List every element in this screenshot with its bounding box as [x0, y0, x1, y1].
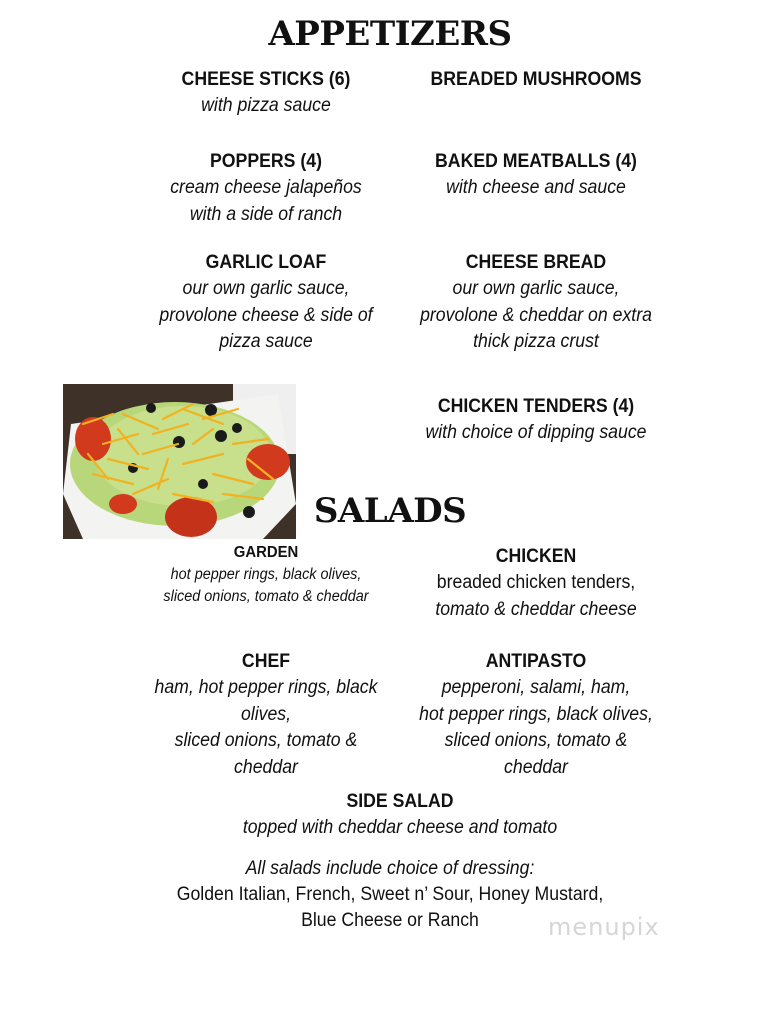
appetizers-heading: APPETIZERS: [268, 14, 512, 54]
item-desc: cheddar: [504, 756, 568, 778]
item-name: CHICKEN TENDERS (4): [437, 396, 635, 417]
item-name: BAKED MEATBALLS (4): [435, 151, 637, 172]
menu-item-breaded-mushrooms: [396, 66, 676, 93]
item-desc: topped with cheddar cheese and tomato: [242, 817, 558, 838]
item-desc: provolone cheese & side of: [159, 304, 373, 326]
item-desc: breaded chicken tenders,: [436, 572, 636, 593]
item-name: ANTIPASTO: [485, 651, 587, 672]
dressing-note-title: All salads include choice of dressing:: [245, 858, 535, 879]
item-name: CHICKEN: [495, 546, 577, 567]
menu-item-antipasto-salad: [396, 648, 676, 781]
item-name: GARLIC LOAF: [205, 252, 327, 273]
dressing-list-line: Golden Italian, French, Sweet n’ Sour, Honey Mustard,: [176, 884, 604, 905]
menu-item-baked-meatballs: [396, 148, 676, 202]
item-desc: with choice of dipping sauce: [425, 422, 647, 443]
menu-item-poppers: [136, 148, 396, 228]
watermark: menupix: [548, 913, 660, 941]
menu-item-side-salad: [190, 788, 610, 842]
item-name: SIDE SALAD: [346, 791, 454, 812]
item-desc: tomato & cheddar cheese: [435, 598, 637, 620]
item-name: POPPERS (4): [210, 151, 322, 172]
item-desc: hot pepper rings, black olives,: [419, 703, 653, 725]
item-name: CHEESE STICKS (6): [181, 69, 351, 90]
menu-item-cheese-bread: [396, 249, 676, 356]
item-desc: hot pepper rings, black olives,: [170, 566, 362, 583]
menu-item-cheese-sticks: [136, 66, 396, 120]
item-desc: pizza sauce: [219, 331, 313, 352]
item-desc: cheddar: [234, 756, 298, 778]
item-desc: with pizza sauce: [201, 95, 331, 116]
item-desc: our own garlic sauce,: [182, 278, 350, 299]
item-desc: thick pizza crust: [473, 331, 599, 352]
item-desc: with cheese and sauce: [446, 177, 626, 198]
item-desc: sliced onions, tomato & cheddar: [163, 588, 369, 605]
item-desc: with a side of ranch: [189, 203, 343, 225]
item-desc: ham, hot pepper rings, black: [154, 677, 378, 698]
item-desc: sliced onions, tomato &: [174, 730, 358, 751]
menu-item-chicken-salad: [396, 543, 676, 623]
item-desc: provolone & cheddar on extra: [420, 304, 652, 326]
item-desc: olives,: [240, 703, 292, 725]
dressing-list-line: Blue Cheese or Ranch: [301, 910, 479, 931]
item-name: CHEESE BREAD: [465, 252, 607, 273]
item-desc: our own garlic sauce,: [452, 278, 620, 299]
item-desc: pepperoni, salami, ham,: [441, 677, 631, 698]
menu-item-garden-salad: [136, 542, 396, 608]
item-desc: sliced onions, tomato &: [444, 730, 628, 751]
item-desc: cream cheese jalapeños: [170, 177, 362, 198]
salads-heading: SALADS: [313, 491, 467, 531]
menu-item-chef-salad: [136, 648, 396, 781]
item-name: GARDEN: [233, 544, 299, 561]
item-name: BREADED MUSHROOMS: [430, 69, 642, 90]
menu-item-chicken-tenders: [396, 393, 676, 447]
dressing-note: [0, 856, 780, 934]
item-name: CHEF: [241, 651, 291, 672]
menu-item-garlic-loaf: [136, 249, 396, 356]
